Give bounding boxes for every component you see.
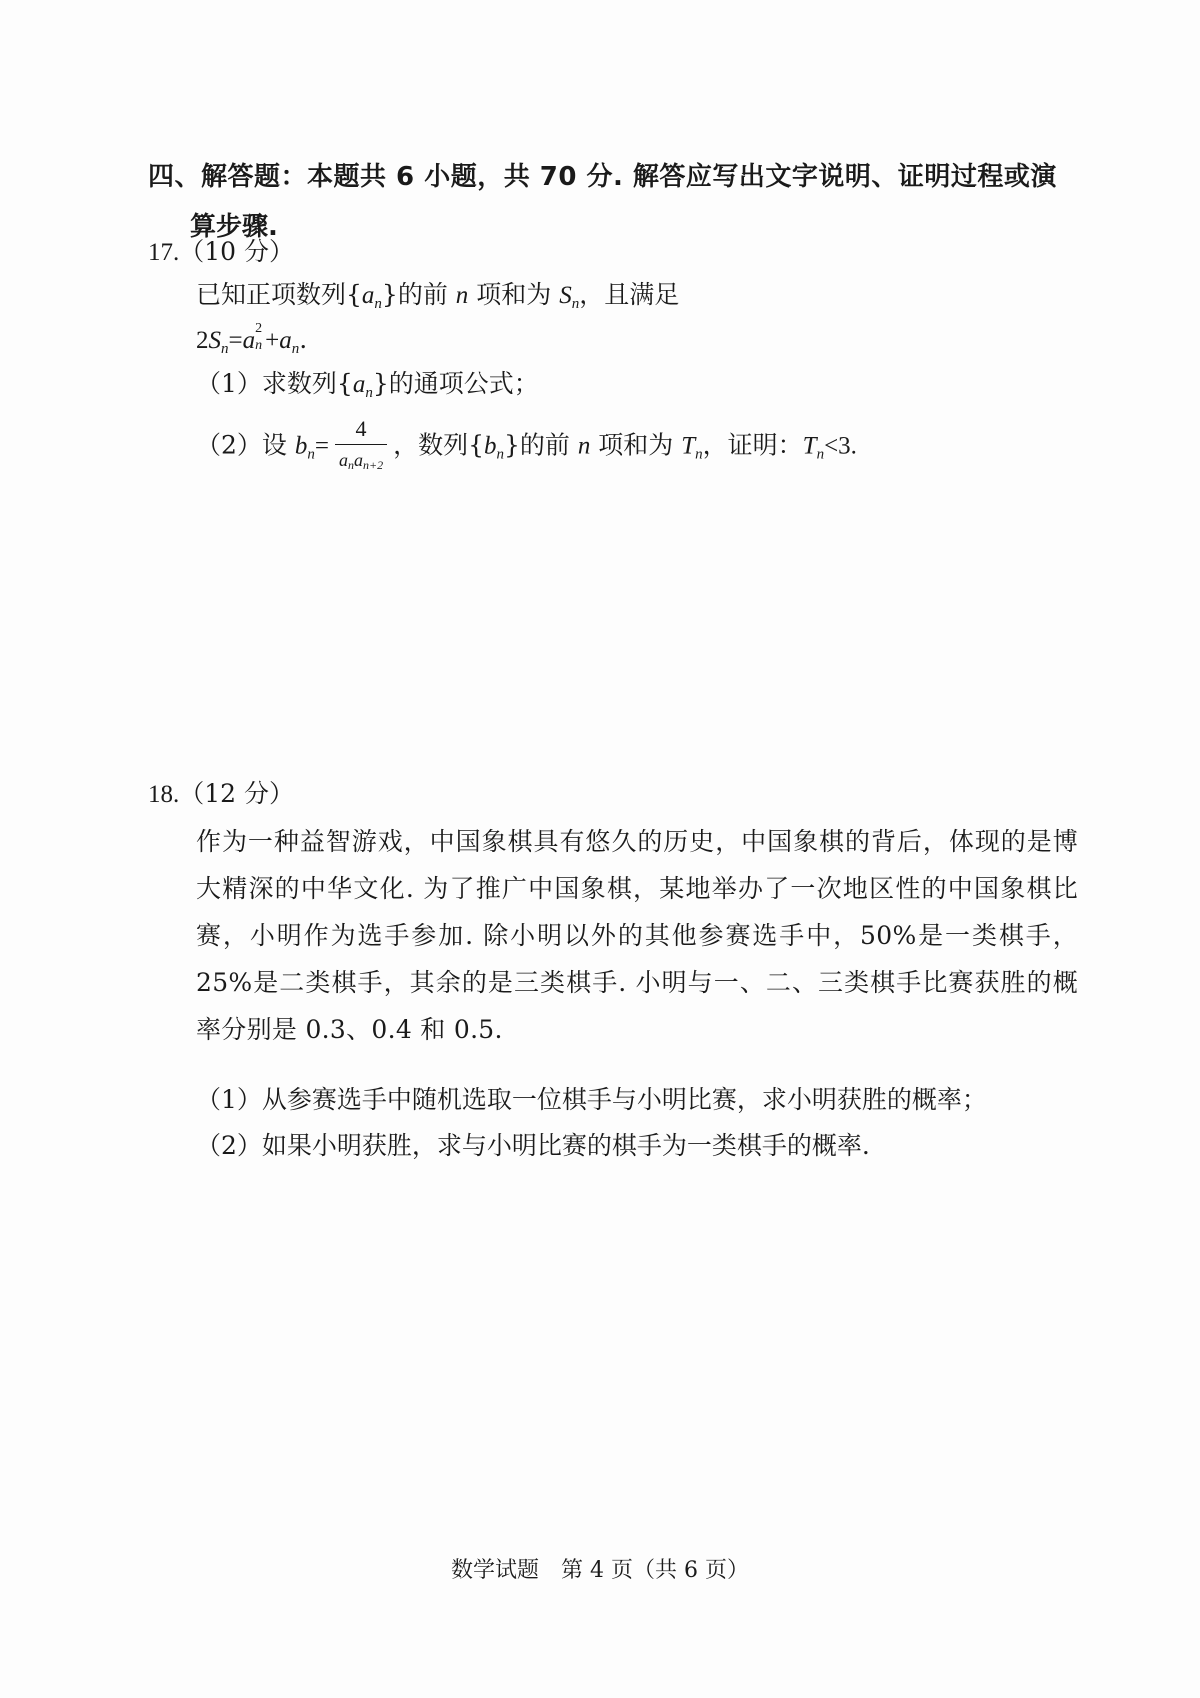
q17-formula-eq: =: [228, 327, 243, 354]
q17-part2-sub: n: [307, 446, 315, 463]
q17-sub-n: n: [374, 296, 382, 312]
q18-part2-label: （2）: [196, 1131, 262, 1160]
q17-part2-sub: n: [496, 446, 504, 463]
q17-formula-sub: n: [291, 341, 300, 357]
q17-fraction-denominator: [335, 445, 387, 478]
q17-part2-text: <3.: [824, 432, 857, 460]
q17-part1-label: （1）: [196, 369, 262, 398]
q17-formula-sub: n: [255, 338, 263, 353]
q17-part2-sub: n: [816, 446, 825, 463]
q17-part1-sub: n: [365, 385, 373, 401]
q17-var-n: n: [455, 282, 469, 309]
q17-part1-text: }的通项公式；: [372, 369, 539, 398]
q17-part1-text: 求数列{: [261, 369, 353, 398]
q18-stem: 作为一种益智游戏，中国象棋具有悠久的历史，中国象棋的背后，体现的是博大精深的中华文化. 为了推广中国象棋，某地举办了一次地区性的中国象棋比赛，小明作为选手参加. 除小明以外的其他参赛选手中，50%是一类棋手，25%是二类棋手，其余的是三类棋手. 小明与一、二、三类棋手比赛获胜的概率分别是 0.3、0.4 和 0.5.: [196, 827, 1078, 1044]
q17-den-sub: n+2: [362, 458, 384, 472]
q17-part2-var-n: n: [577, 432, 591, 460]
q18-score: （12 分）: [179, 779, 295, 808]
q18-part2-text: 如果小明获胜，求与小明比赛的棋手为一类棋手的概率.: [261, 1131, 870, 1160]
q17-part2-text: 设: [261, 430, 295, 460]
q17-formula-plus: +: [265, 327, 280, 354]
q17-den-a: a: [353, 450, 363, 470]
q17-stem-text: }的前: [381, 280, 456, 309]
q17-score: （10 分）: [179, 237, 295, 266]
q17-part2-var-b: b: [483, 432, 497, 460]
q18-part1-label: （1）: [196, 1085, 262, 1114]
q17-den-a: a: [338, 450, 348, 470]
q17-part2: [196, 416, 857, 483]
section-header-line2: 算步骤.: [190, 212, 278, 242]
q17-var-S: S: [559, 282, 572, 309]
q17-part2-sub: n: [695, 446, 703, 463]
q18-part1-text: 从参赛选手中随机选取一位棋手与小明比赛，求小明获胜的概率；: [261, 1085, 987, 1114]
q17-part2-var-T: T: [681, 432, 696, 460]
q17-stem-text: ，且满足: [579, 280, 680, 309]
q17-formula: [196, 320, 307, 369]
q17-part2-text: }的前: [503, 430, 578, 460]
q17-formula-end: .: [299, 325, 308, 354]
q17-stem-text: 项和为: [468, 280, 560, 309]
q17-stem-text: 已知正项数列{: [196, 280, 362, 309]
q17-part2-text: ，证明：: [702, 430, 803, 460]
q17-formula-a: a: [242, 327, 256, 354]
q17-stem: [196, 275, 679, 324]
q17-formula-sub: n: [221, 341, 229, 357]
q17-formula-a: a: [279, 327, 292, 354]
q18-part1: [196, 1080, 987, 1120]
q17-part2-var-b: b: [294, 432, 308, 460]
q17-part2-var-T: T: [802, 432, 817, 460]
q17-heading: [148, 232, 294, 273]
q17-formula-sup: 2: [255, 321, 263, 336]
q17-var-a: a: [361, 282, 375, 309]
q17-fraction-numerator: 4: [335, 416, 387, 445]
q17-part2-text: ，数列{: [393, 430, 484, 460]
q17-formula-coef: 2: [196, 327, 209, 354]
q18-number: 18.: [148, 781, 180, 808]
q17-formula-supsub: [255, 321, 265, 353]
q17-den-sub: n: [347, 458, 354, 472]
q17-part2-eq: =: [314, 432, 329, 460]
q17-part2-label: （2）: [196, 430, 262, 460]
q17-sub-n: n: [571, 296, 580, 312]
q17-fraction: [335, 416, 387, 478]
page-footer: 数学试题 第 4 页（共 6 页）: [451, 1558, 749, 1583]
section-header-line1: 四、解答题：本题共 6 小题，共 70 分. 解答应写出文字说明、证明过程或演: [148, 162, 1057, 192]
q17-part1-var-a: a: [352, 371, 366, 398]
q18-part2: [196, 1126, 870, 1166]
q17-number: 17.: [148, 239, 180, 266]
q18-heading: [148, 774, 294, 815]
q17-part2-text: 项和为: [590, 430, 682, 460]
q17-part1: [196, 364, 539, 413]
q17-formula-S: S: [208, 327, 221, 354]
